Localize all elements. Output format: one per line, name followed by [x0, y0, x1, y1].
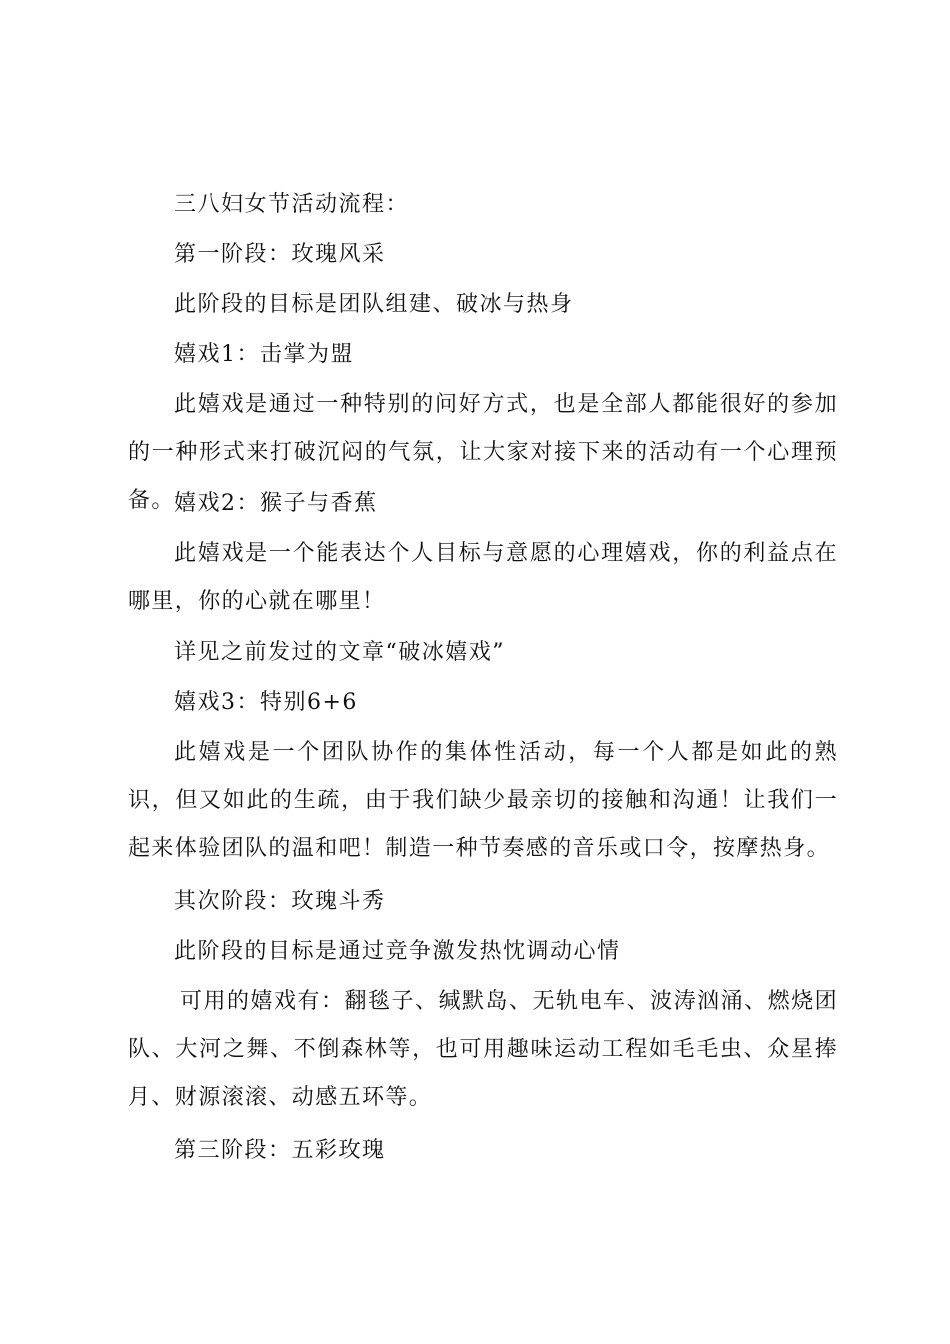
game3-description: 此嬉戏是一个团队协作的集体性活动，每一个人都是如此的熟识，但又如此的生疏，由于我们缺少最亲切的接触和沟通！让我们一起来体验团队的温和吧！制造一种节奏感的音乐或口令，按摩热身。 [128, 740, 838, 861]
stage2-games: 可用的嬉戏有：翻毯子、缄默岛、无轨电车、波涛汹涌、燃烧团队、大河之舞、不倒森林等，也可用趣味运动工程如毛毛虫、众星捧月、财源滚滚、动感五环等。 [128, 989, 838, 1110]
document-title: 三八妇女节活动流程： [174, 192, 410, 217]
stage1-goal: 此阶段的目标是团队组建、破冰与热身 [174, 292, 574, 317]
stage2-heading: 其次阶段：玫瑰斗秀 [174, 889, 386, 914]
game3-title: 嬉戏3：特别6+6 [174, 690, 358, 715]
game2-note: 详见之前发过的文章“破冰嬉戏” [174, 640, 505, 665]
game2-description: 此嬉戏是一个能表达个人目标与意愿的心理嬉戏，你的利益点在哪里，你的心就在哪里！ [128, 541, 838, 614]
stage2-goal: 此阶段的目标是通过竞争激发热忱调动心情 [174, 939, 621, 964]
stage3-heading: 第三阶段：五彩玫瑰 [174, 1138, 386, 1163]
stage1-heading: 第一阶段：玫瑰风采 [174, 242, 386, 267]
game1-description: 此嬉戏是通过一种特别的问好方式，也是全部人都能很好的参加的一种形式来打破沉闷的气氛，让大家对接下来的活动有一个心理预备。 [128, 392, 838, 513]
game2-title: 嬉戏2：猴子与香蕉 [174, 491, 378, 516]
game1-title: 嬉戏1：击掌为盟 [174, 342, 354, 367]
